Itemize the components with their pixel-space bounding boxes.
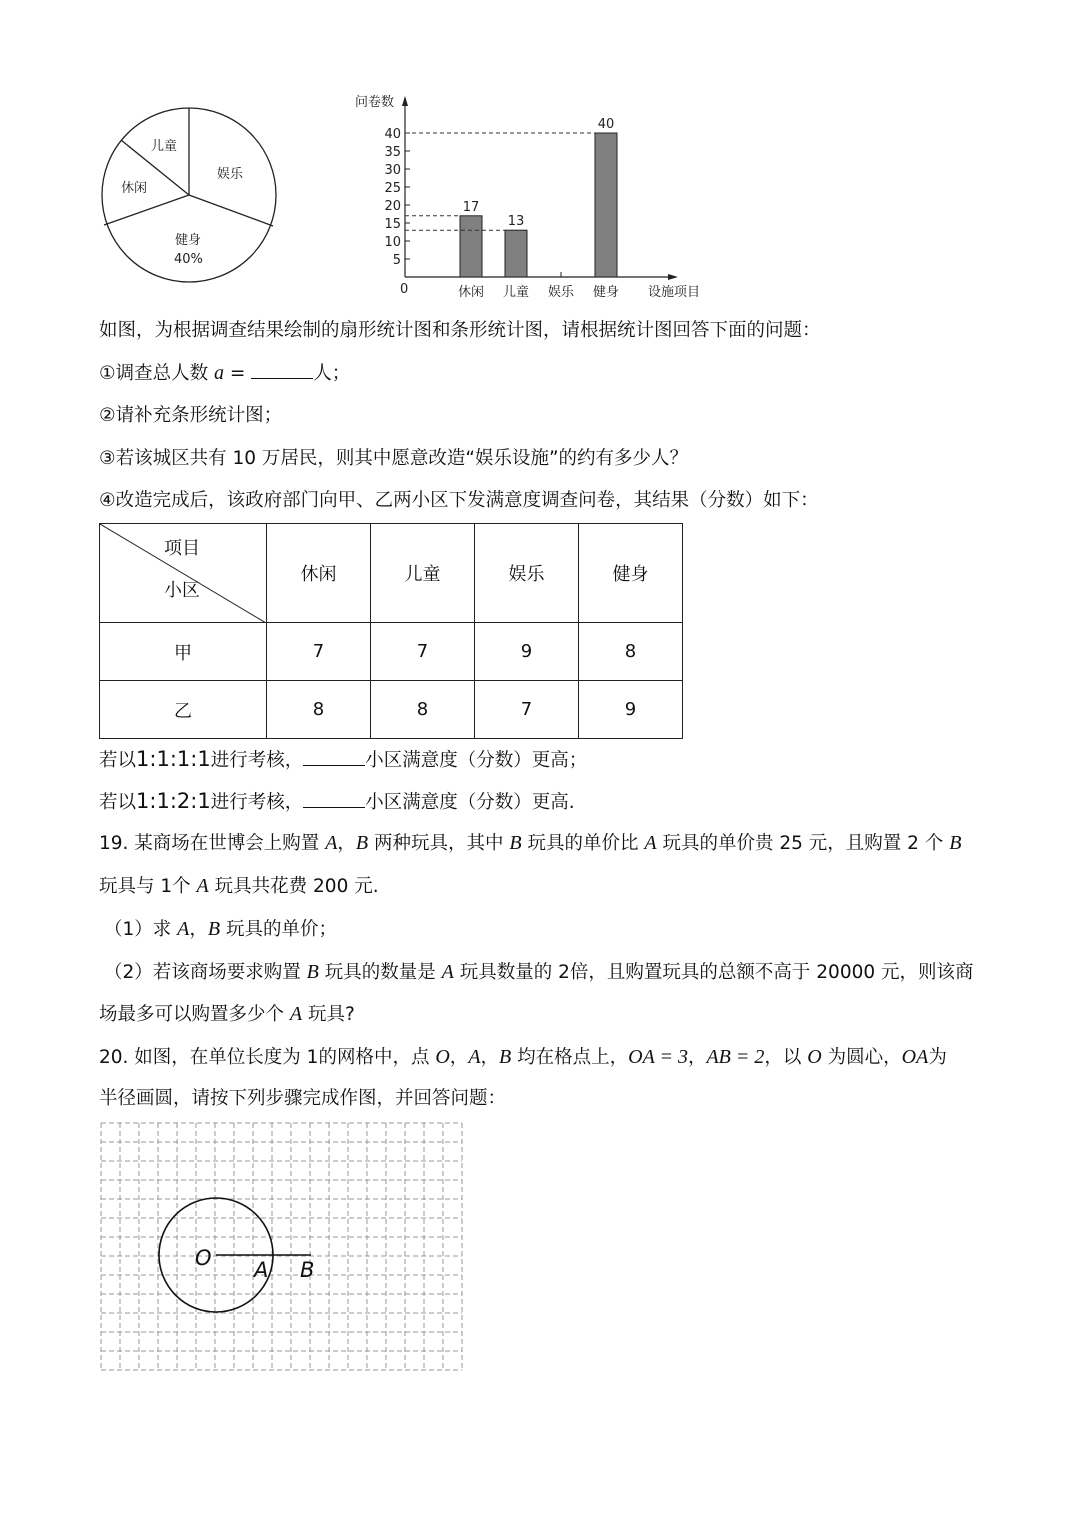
- x-tick-label: 健身: [592, 285, 620, 300]
- text-segment: 玩具的数量是: [318, 962, 442, 983]
- text-segment: 玩具的单价贵 25 元，且购置 2 个: [656, 833, 950, 854]
- bar-value-label: 17: [462, 199, 480, 215]
- cell: 8: [267, 681, 371, 739]
- cell: 7: [475, 681, 579, 739]
- problem-19-line-2: [99, 874, 379, 899]
- math-symbol: B: [499, 1046, 512, 1068]
- column-header: 娱乐: [475, 524, 579, 623]
- x-tick-label: 儿童: [502, 285, 530, 300]
- text-segment: 玩具与 1个: [99, 876, 197, 897]
- problem-19-line-1: [99, 831, 961, 856]
- text-segment: ，: [189, 919, 208, 940]
- text-segment: 玩具的单价比: [521, 833, 645, 854]
- text-segment: 为圆心，: [821, 1047, 902, 1068]
- grid-figure: [95, 1118, 470, 1376]
- math-symbol: B: [949, 832, 962, 854]
- pie-label: 健身: [175, 233, 202, 248]
- math-symbol: AB = 2: [706, 1046, 765, 1068]
- problem-20-line-1: [99, 1045, 947, 1070]
- y-tick-label: 20: [384, 199, 401, 214]
- pie-label: 40%: [174, 252, 203, 267]
- score-table: [99, 523, 683, 739]
- math-symbol: A: [196, 875, 209, 897]
- problem-19-part-1: [104, 917, 337, 942]
- math-symbol: OA: [901, 1046, 929, 1068]
- ratio-question-1: 若以1:1:1:1进行考核， 小区满意度（分数）更高；: [99, 747, 588, 771]
- point-label-O: O: [195, 1246, 212, 1270]
- problem-19-part-2-cont: [99, 1002, 355, 1027]
- bar-value-label: 40: [597, 117, 615, 132]
- text-segment: 玩具共花费 200 元.: [208, 876, 379, 897]
- text-segment: 20. 如图，在单位长度为 1的网格中，点: [99, 1047, 436, 1068]
- text-segment: 玩具数量的 2倍，且购置玩具的总额不高于 20000 元，则该商: [453, 962, 974, 983]
- intro-text: 如图，为根据调查结果绘制的扇形统计图和条形统计图，请根据统计图回答下面的问题：: [99, 320, 821, 341]
- cell: 7: [267, 623, 371, 681]
- math-symbol: A: [325, 832, 338, 854]
- text-segment: （1）求: [104, 919, 178, 940]
- pie-label: 娱乐: [217, 167, 244, 182]
- bar: [505, 230, 527, 277]
- math-symbol: A: [289, 1003, 303, 1025]
- answer-blank[interactable]: [251, 362, 313, 379]
- problem-20-line-2: 半径画圆，请按下列步骤完成作图，并回答问题：: [99, 1088, 507, 1109]
- bar-value-label: 13: [507, 214, 525, 230]
- cell: 7: [371, 623, 475, 681]
- column-header: 儿童: [371, 524, 475, 623]
- cell: 8: [579, 623, 683, 681]
- pie-label: 儿童: [151, 139, 178, 154]
- x-axis-label: 设施项目: [648, 285, 701, 300]
- math-symbol: A: [468, 1046, 481, 1068]
- table-row: [100, 623, 683, 681]
- answer-blank[interactable]: [303, 749, 365, 766]
- header-item: 项目: [164, 538, 200, 559]
- bar: [460, 216, 482, 277]
- x-tick-label: 娱乐: [547, 285, 575, 300]
- column-header: 休闲: [267, 524, 371, 623]
- text-segment: （2）若该商场要求购置: [104, 962, 307, 983]
- text-segment: ，: [687, 1047, 707, 1068]
- bar: [595, 133, 617, 277]
- math-symbol: O: [807, 1046, 822, 1068]
- cell: 8: [371, 681, 475, 739]
- text-segment: 玩具的单价；: [220, 919, 337, 940]
- math-symbol: A: [644, 832, 657, 854]
- table-row: [100, 681, 683, 739]
- point-label-B: B: [300, 1258, 315, 1282]
- math-symbol: A: [441, 961, 454, 983]
- y-tick-label: 30: [384, 163, 401, 178]
- bar-chart: [340, 88, 720, 303]
- pie-label: 休闲: [121, 181, 148, 196]
- math-symbol: B: [355, 832, 369, 854]
- text-segment: 玩具?: [302, 1004, 355, 1025]
- row-label: 甲: [100, 623, 267, 681]
- y-axis-label: 问卷数: [355, 95, 395, 110]
- math-symbol: B: [306, 961, 319, 983]
- text-segment: ，: [449, 1047, 469, 1068]
- text-segment: 19. 某商场在世博会上购置: [99, 833, 326, 854]
- text-segment: 为: [928, 1047, 947, 1068]
- column-header: 健身: [579, 524, 683, 623]
- y-axis-arrow: [402, 96, 408, 106]
- text-segment: 均在格点上，: [511, 1047, 629, 1068]
- answer-blank[interactable]: [303, 791, 365, 808]
- math-symbol: B: [207, 918, 221, 940]
- text-segment: ，: [480, 1047, 500, 1068]
- text-segment: 两种玩具，其中: [368, 833, 510, 854]
- math-symbol: B: [509, 832, 522, 854]
- ratio-question-2: 若以1:1:2:1进行考核， 小区满意度（分数）更高.: [99, 789, 575, 813]
- question-3: ③若该城区共有 10 万居民，则其中愿意改造“娱乐设施”的约有多少人？: [99, 448, 689, 469]
- math-symbol: OA = 3: [628, 1046, 688, 1068]
- math-symbol: A: [177, 918, 190, 940]
- question-4: ④改造完成后，该政府部门向甲、乙两小区下发满意度调查问卷，其结果（分数）如下：: [99, 490, 819, 511]
- x-tick-label: 休闲: [457, 285, 485, 300]
- pie-chart: [95, 100, 285, 290]
- y-tick-label: 35: [384, 145, 401, 160]
- y-tick-label: 25: [384, 181, 401, 196]
- question-2: ②请补充条形统计图；: [99, 405, 283, 426]
- cell: 9: [579, 681, 683, 739]
- header-district: 小区: [164, 580, 200, 601]
- problem-19-part-2: [104, 960, 974, 985]
- cell: 9: [475, 623, 579, 681]
- y-tick-label: 10: [384, 235, 401, 250]
- point-label-A: A: [254, 1258, 269, 1282]
- text-segment: 场最多可以购置多少个: [99, 1004, 290, 1025]
- math-symbol: O: [435, 1046, 450, 1068]
- y-tick-label: 40: [384, 127, 401, 142]
- question-1: ①调查总人数 a = 人；: [99, 362, 351, 384]
- origin-label: 0: [400, 282, 409, 297]
- text-segment: ，以: [764, 1047, 808, 1068]
- diagonal-header-cell: [100, 524, 267, 623]
- y-tick-label: 15: [384, 217, 401, 232]
- text-segment: ，: [337, 833, 356, 854]
- row-label: 乙: [100, 681, 267, 739]
- y-tick-label: 5: [392, 253, 401, 268]
- x-axis-arrow: [668, 274, 678, 280]
